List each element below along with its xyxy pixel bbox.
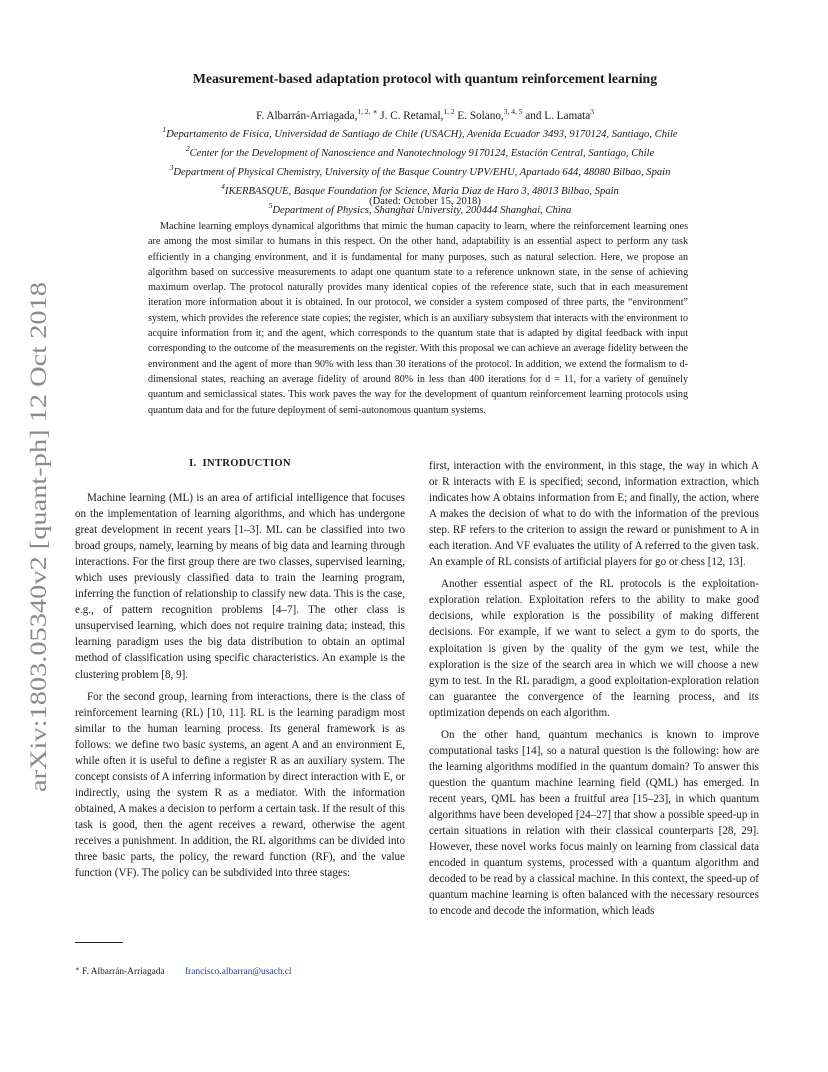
author-2: J. C. Retamal,$^{1, 2}$ bbox=[380, 107, 455, 122]
affiliation-3: $^3$Department of Physical Chemistry, University of the Basque Country UPV/EHU, Apartado 644, 48080 Bilbao, Spain bbox=[169, 163, 671, 178]
footnote-divider bbox=[75, 942, 123, 943]
affiliation-2: $^2$Center for the Development of Nanoscience and Nanotechnology 9170124, Estación Central, Santiago, Chile bbox=[185, 144, 655, 159]
paper-title: Measurement-based adaptation protocol with quantum reinforcement learning bbox=[192, 71, 658, 86]
author-1: F. Albarrán-Arriagada,$^{1, 2, ∗}$ bbox=[256, 107, 378, 122]
author-email-link[interactable]: francisco.albarran@usach.cl bbox=[185, 967, 292, 977]
section-title: INTRODUCTION bbox=[202, 458, 291, 469]
affiliation-1: $^1$Departamento de Física, Universidad de Santiago de Chile (USACH), Avenida Ecuador 3493, 9170124, Santiago, Chile bbox=[162, 125, 678, 140]
affiliation-5: $^5$Department of Physics, Shanghai University, 200444 Shanghai, China bbox=[268, 201, 572, 216]
affiliation-4: $^4$IKERBASQUE, Basque Foundation for Science, Maria Diaz de Haro 3, 48013 Bilbao, Spain bbox=[221, 182, 619, 197]
footnote bbox=[75, 963, 405, 978]
paragraph: Machine learning (ML) is an area of artificial intelligence that focuses on the implementation of learning algorithms, and which has undergone great development in recent years [1–3]. ML can be classified into two broad groups, namely, learning by means of big data and learning through interactions. For the first group there are two classes, supervised learning, which uses previously classified data to train the learning program, inferring the function of relationship to classify new data. This is the case, e.g., of pattern recognition problems [4–7]. The other class is unsupervised learning, which does not require training data; instead, this learning paradigm uses the big data distribution to obtain an optimal method of classification using specific characteristics. An example is the clustering problem [8, 9]. bbox=[75, 492, 405, 681]
section-number: I. bbox=[189, 458, 197, 469]
paragraph: first, interaction with the environment, in this stage, the way in which A or R interacts with E is specified; second, information extraction, which indicates how A obtains information from E; and finally, the action, where A makes the decision of what to do with the information of the previous step. RF refers to the criterion to assign the reward or punishment to A in each iteration. And VF evaluates the utility of A referred to the given task. An example of RL consists of artificial players for go or chess [12, 13]. bbox=[429, 460, 759, 569]
author-list bbox=[80, 104, 770, 124]
author-4: and L. Lamata$^3$ bbox=[525, 107, 594, 122]
date-line: (Dated: October 15, 2018) bbox=[369, 196, 481, 207]
paragraph: On the other hand, quantum mechanics is known to improve computational tasks [14], so a natural question is the following: how are the learning algorithms modified in the quantum domain? To answer this question the quantum machine learning field (QML) has emerged. In recent years, QML has been a fruitful area [15–23], in which quantum algorithms have been developed [24–27] that show a possible speed-up in certain situations in relation with their classical counterparts [28, 29]. However, these novel works focus mainly on learning from classical data encoded in quantum systems, processed with a quantum algorithm and decoded to be read by a classical machine. In this context, the speed-up of quantum machine learning is often balanced with the necessary resources to encode and decode the information, which leads bbox=[429, 728, 759, 918]
paragraph: Another essential aspect of the RL protocols is the exploitation-exploration relation. Exploitation refers to the ability to make good decisions, while exploration is the possibility of making different decisions. For example, if we want to select a gym to do sports, the exploitation is given by the quality of the gym we test, while the exploration is the size of the search area in which we will choose a new gym to test. In the RL paradigm, a good exploitation-exploration relation can guarantee the convergence of the learning process, and its optimization depends on each algorithm. bbox=[429, 578, 759, 719]
author-3: E. Solano,$^{3, 4, 5}$ bbox=[457, 107, 523, 122]
arxiv-stamp-text: arXiv:1803.05340v2 [quant-ph] 12 Oct 2018 bbox=[26, 369, 52, 792]
footnote-author: F. Albarrán-Arriagada bbox=[82, 967, 165, 977]
paragraph: For the second group, learning from interactions, there is the class of reinforcement learning (RL) [10, 11]. RL is the learning paradigm most similar to the human learning process. Its general framework is as follows: we define two basic systems, an agent A and an environment E, while often it is useful to define a register R as an auxiliary system. The concept consists of A inferring information by direct interaction with E, or indirectly, using the system R as a mediator. With the information obtained, A makes a decision to perform a certain task. If the result of this task is good, then the agent receives a reward, otherwise the agent receives a punishment. In addition, the RL algorithms can be divided into three basic parts, the policy, the reward function (RF), and the value function (VF). The policy can be subdivided into three stages: bbox=[75, 690, 405, 880]
section-heading bbox=[75, 457, 405, 471]
arxiv-identifier-stamp bbox=[22, 272, 56, 792]
left-column bbox=[75, 457, 405, 881]
right-column bbox=[429, 458, 759, 919]
abstract: Machine learning employs dynamical algorithms that mimic the human capacity to learn, where the reinforcement learning ones are among the most similar to humans in this respect. On the other hand, adaptability is an essential aspect to perform any task efficiently in a changing environment, and it is fundamental for many purposes, such as natural selection. Here, we propose an algorithm based on successive measurements to adapt one quantum state to a reference unknown state, in the sense of achieving maximum overlap. The protocol naturally provides many identical copies of the reference state, such that in each measurement iteration more information about it is obtained. In our protocol, we consider a system composed of three parts, the “environment” system, which provides the reference state copies; the register, which is an auxiliary subsystem that interacts with the environment to acquire information from it; and the agent, which corresponds to the quantum state that is adapted by digital feedback with input corresponding to the outcome of the measurements on the register. With this proposal we can achieve an average fidelity between the environment and the agent of more than 90% with less than 30 iterations of the protocol. In addition, we extend the formalism to d-dimensional states, reaching an average fidelity of around 80% in less than 400 iterations for d = 11, for a variety of genuinely quantum and semiclassical states. This work paves the way for the development of quantum reinforcement learning protocols using quantum data and for the future deployment of semi-autonomous quantum systems. bbox=[148, 221, 688, 416]
footnote-mark: ∗ bbox=[75, 965, 80, 973]
